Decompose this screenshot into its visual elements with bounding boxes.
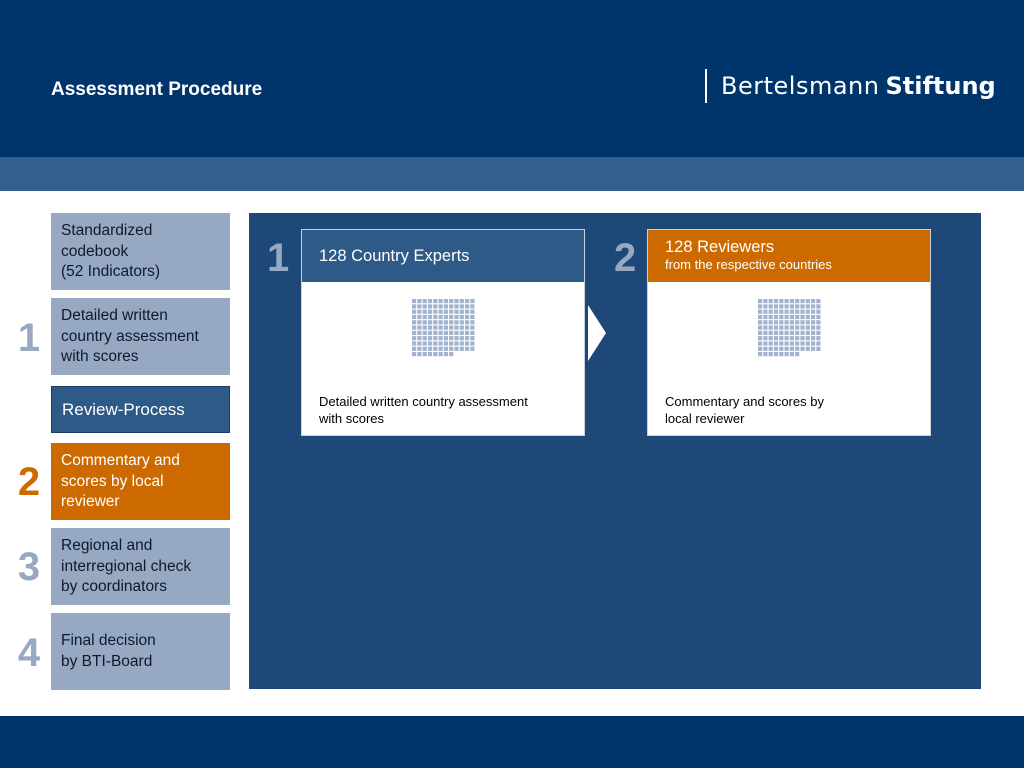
person-square (774, 347, 778, 351)
person-square (795, 326, 799, 330)
person-square (439, 315, 443, 319)
step-final-decision: Final decision by BTI-Board (51, 613, 230, 690)
person-square (785, 336, 789, 340)
person-square (449, 352, 453, 356)
person-square (417, 326, 421, 330)
person-square (774, 341, 778, 345)
person-square (460, 304, 464, 308)
person-square (428, 315, 432, 319)
person-square (460, 310, 464, 314)
person-square (465, 336, 469, 340)
person-square (800, 336, 804, 340)
person-square (423, 304, 427, 308)
person-square (800, 341, 804, 345)
person-square (423, 315, 427, 319)
person-square (428, 331, 432, 335)
person-square (428, 326, 432, 330)
person-square (460, 315, 464, 319)
person-square (763, 320, 767, 324)
person-square (811, 336, 815, 340)
person-square (439, 341, 443, 345)
person-square (444, 299, 448, 303)
person-square (763, 336, 767, 340)
person-square (790, 352, 794, 356)
person-square (790, 336, 794, 340)
person-square (433, 315, 437, 319)
person-square (806, 331, 810, 335)
person-square (433, 347, 437, 351)
person-square (423, 347, 427, 351)
person-square (769, 352, 773, 356)
person-square (439, 326, 443, 330)
person-square (439, 320, 443, 324)
person-square (449, 310, 453, 314)
person-square (412, 352, 416, 356)
person-square (811, 331, 815, 335)
card-number-2: 2 (614, 236, 637, 280)
person-square (795, 341, 799, 345)
header-band (0, 0, 1024, 157)
person-square (800, 326, 804, 330)
person-square (417, 347, 421, 351)
person-square (454, 331, 458, 335)
person-square (460, 341, 464, 345)
card-title: 128 Reviewers (665, 238, 775, 256)
step-regional-check: Regional and interregional check by coordinators (51, 528, 230, 605)
person-square (428, 352, 432, 356)
person-square (417, 336, 421, 340)
person-square (816, 315, 820, 319)
people-grid-icon (302, 230, 586, 390)
person-square (465, 326, 469, 330)
person-square (785, 310, 789, 314)
person-square (444, 304, 448, 308)
sub-band (0, 157, 1024, 191)
person-square (470, 320, 474, 324)
person-square (423, 341, 427, 345)
person-square (774, 299, 778, 303)
person-square (816, 320, 820, 324)
person-square (774, 315, 778, 319)
person-square (769, 315, 773, 319)
person-square (790, 341, 794, 345)
person-square (444, 315, 448, 319)
person-square (423, 310, 427, 314)
card-country-experts (301, 229, 585, 436)
person-square (811, 341, 815, 345)
person-square (423, 331, 427, 335)
person-square (412, 315, 416, 319)
person-square (785, 331, 789, 335)
person-square (412, 310, 416, 314)
step-codebook: Standardized codebook (52 Indicators) (51, 213, 230, 290)
person-square (769, 320, 773, 324)
card-subtitle: from the respective countries (665, 257, 832, 272)
person-square (795, 315, 799, 319)
person-square (433, 304, 437, 308)
person-square (454, 326, 458, 330)
person-square (779, 320, 783, 324)
person-square (460, 326, 464, 330)
side-number-3: 3 (17, 545, 41, 589)
step-review-process: Review-Process (51, 386, 230, 433)
person-square (790, 310, 794, 314)
person-square (816, 331, 820, 335)
person-square (779, 331, 783, 335)
person-square (758, 320, 762, 324)
person-square (428, 304, 432, 308)
person-square (806, 320, 810, 324)
person-square (412, 299, 416, 303)
person-square (470, 347, 474, 351)
person-square (439, 352, 443, 356)
person-square (454, 304, 458, 308)
step-local-reviewer: Commentary and scores by local reviewer (51, 443, 230, 520)
person-square (465, 299, 469, 303)
person-square (428, 341, 432, 345)
person-square (806, 310, 810, 314)
person-square (758, 331, 762, 335)
person-square (774, 336, 778, 340)
person-square (795, 347, 799, 351)
person-square (790, 347, 794, 351)
person-square (811, 310, 815, 314)
person-square (470, 341, 474, 345)
person-square (816, 326, 820, 330)
person-square (444, 331, 448, 335)
person-square (816, 341, 820, 345)
person-square (763, 315, 767, 319)
person-square (779, 315, 783, 319)
person-square (811, 347, 815, 351)
person-square (774, 326, 778, 330)
person-square (763, 331, 767, 335)
person-square (763, 310, 767, 314)
person-square (470, 336, 474, 340)
person-square (433, 320, 437, 324)
person-square (769, 326, 773, 330)
footer-band (0, 716, 1024, 768)
person-square (417, 299, 421, 303)
side-number-4: 4 (17, 631, 41, 675)
person-square (800, 310, 804, 314)
logo-text-light: Bertelsmann (721, 72, 880, 100)
person-square (423, 336, 427, 340)
person-square (423, 320, 427, 324)
person-square (758, 352, 762, 356)
person-square (758, 326, 762, 330)
person-square (449, 299, 453, 303)
person-square (795, 331, 799, 335)
person-square (444, 326, 448, 330)
person-square (800, 347, 804, 351)
person-square (417, 320, 421, 324)
person-square (763, 341, 767, 345)
person-square (763, 352, 767, 356)
person-square (412, 326, 416, 330)
person-square (800, 299, 804, 303)
logo-text-bold: Stiftung (885, 72, 996, 100)
person-square (412, 341, 416, 345)
person-square (790, 304, 794, 308)
card-caption: Commentary and scores by local reviewer (665, 394, 824, 426)
page-title: Assessment Procedure (51, 79, 263, 100)
person-square (444, 352, 448, 356)
person-square (779, 341, 783, 345)
person-square (454, 336, 458, 340)
person-square (439, 299, 443, 303)
person-square (763, 326, 767, 330)
person-square (412, 336, 416, 340)
person-square (417, 310, 421, 314)
person-square (800, 304, 804, 308)
person-square (460, 299, 464, 303)
person-square (769, 336, 773, 340)
person-square (785, 347, 789, 351)
person-square (806, 315, 810, 319)
person-square (806, 299, 810, 303)
person-square (758, 315, 762, 319)
person-square (758, 304, 762, 308)
person-square (423, 326, 427, 330)
person-square (811, 299, 815, 303)
person-square (758, 310, 762, 314)
person-square (785, 352, 789, 356)
person-square (470, 331, 474, 335)
person-square (816, 336, 820, 340)
person-square (412, 304, 416, 308)
person-square (774, 352, 778, 356)
person-square (470, 299, 474, 303)
person-square (470, 304, 474, 308)
person-square (428, 299, 432, 303)
person-square (811, 326, 815, 330)
card-reviewers (647, 229, 931, 436)
person-square (465, 331, 469, 335)
person-square (811, 315, 815, 319)
person-square (449, 304, 453, 308)
person-square (465, 320, 469, 324)
person-square (785, 315, 789, 319)
person-square (769, 304, 773, 308)
person-square (806, 326, 810, 330)
person-square (433, 310, 437, 314)
side-number-1: 1 (17, 316, 41, 360)
person-square (433, 352, 437, 356)
person-square (433, 299, 437, 303)
person-square (785, 326, 789, 330)
step-country-assessment: Detailed written country assessment with scores (51, 298, 230, 375)
person-square (763, 299, 767, 303)
person-square (433, 336, 437, 340)
person-square (816, 299, 820, 303)
person-square (454, 341, 458, 345)
person-square (417, 352, 421, 356)
person-square (816, 310, 820, 314)
person-square (816, 347, 820, 351)
person-square (785, 341, 789, 345)
card-caption: Detailed written country assessment with scores (319, 394, 528, 426)
person-square (465, 315, 469, 319)
person-square (800, 331, 804, 335)
person-square (790, 315, 794, 319)
person-square (439, 331, 443, 335)
person-square (790, 326, 794, 330)
person-square (439, 336, 443, 340)
person-square (795, 320, 799, 324)
person-square (433, 331, 437, 335)
person-square (428, 310, 432, 314)
person-square (454, 315, 458, 319)
person-square (449, 336, 453, 340)
person-square (465, 310, 469, 314)
person-square (417, 315, 421, 319)
person-square (423, 352, 427, 356)
person-square (795, 310, 799, 314)
person-square (758, 347, 762, 351)
person-square (774, 310, 778, 314)
person-square (806, 347, 810, 351)
person-square (428, 320, 432, 324)
person-square (470, 315, 474, 319)
person-square (769, 299, 773, 303)
person-square (460, 331, 464, 335)
person-square (785, 320, 789, 324)
logo-divider (705, 69, 707, 103)
person-square (779, 310, 783, 314)
person-square (439, 347, 443, 351)
person-square (465, 304, 469, 308)
person-square (790, 299, 794, 303)
person-square (758, 299, 762, 303)
person-square (774, 320, 778, 324)
card-title: 128 Country Experts (319, 247, 470, 265)
person-square (779, 299, 783, 303)
person-square (779, 352, 783, 356)
person-square (423, 299, 427, 303)
person-square (769, 310, 773, 314)
person-square (790, 320, 794, 324)
person-square (412, 347, 416, 351)
person-square (444, 347, 448, 351)
person-square (439, 310, 443, 314)
person-square (444, 336, 448, 340)
person-square (449, 320, 453, 324)
person-square (800, 320, 804, 324)
person-square (811, 320, 815, 324)
person-square (449, 331, 453, 335)
person-square (454, 320, 458, 324)
person-square (417, 331, 421, 335)
person-square (763, 347, 767, 351)
person-square (454, 299, 458, 303)
person-square (465, 341, 469, 345)
person-square (412, 320, 416, 324)
person-square (470, 326, 474, 330)
person-square (774, 331, 778, 335)
person-square (428, 347, 432, 351)
person-square (806, 341, 810, 345)
person-square (460, 347, 464, 351)
person-square (800, 315, 804, 319)
bertelsmann-logo (705, 68, 996, 104)
person-square (465, 347, 469, 351)
person-square (763, 304, 767, 308)
person-square (417, 304, 421, 308)
person-square (806, 304, 810, 308)
person-square (444, 310, 448, 314)
person-square (449, 341, 453, 345)
person-square (444, 320, 448, 324)
person-square (769, 347, 773, 351)
person-square (460, 336, 464, 340)
person-square (811, 304, 815, 308)
person-square (433, 326, 437, 330)
person-square (444, 341, 448, 345)
card-number-1: 1 (267, 236, 290, 280)
person-square (412, 331, 416, 335)
person-square (795, 299, 799, 303)
person-square (470, 310, 474, 314)
person-square (806, 336, 810, 340)
person-square (790, 331, 794, 335)
person-square (460, 320, 464, 324)
person-square (769, 341, 773, 345)
person-square (454, 347, 458, 351)
person-square (779, 326, 783, 330)
person-square (795, 352, 799, 356)
person-square (779, 304, 783, 308)
person-square (454, 310, 458, 314)
person-square (816, 304, 820, 308)
person-square (795, 304, 799, 308)
people-grid-icon (648, 230, 932, 390)
person-square (779, 336, 783, 340)
person-square (417, 341, 421, 345)
person-square (774, 304, 778, 308)
chevron-right-icon (586, 303, 608, 363)
person-square (449, 347, 453, 351)
person-square (779, 347, 783, 351)
person-square (785, 299, 789, 303)
person-square (449, 326, 453, 330)
person-square (449, 315, 453, 319)
person-square (758, 341, 762, 345)
person-square (758, 336, 762, 340)
person-square (769, 331, 773, 335)
person-square (428, 336, 432, 340)
side-number-2: 2 (17, 460, 41, 504)
person-square (795, 336, 799, 340)
person-square (433, 341, 437, 345)
person-square (439, 304, 443, 308)
person-square (785, 304, 789, 308)
